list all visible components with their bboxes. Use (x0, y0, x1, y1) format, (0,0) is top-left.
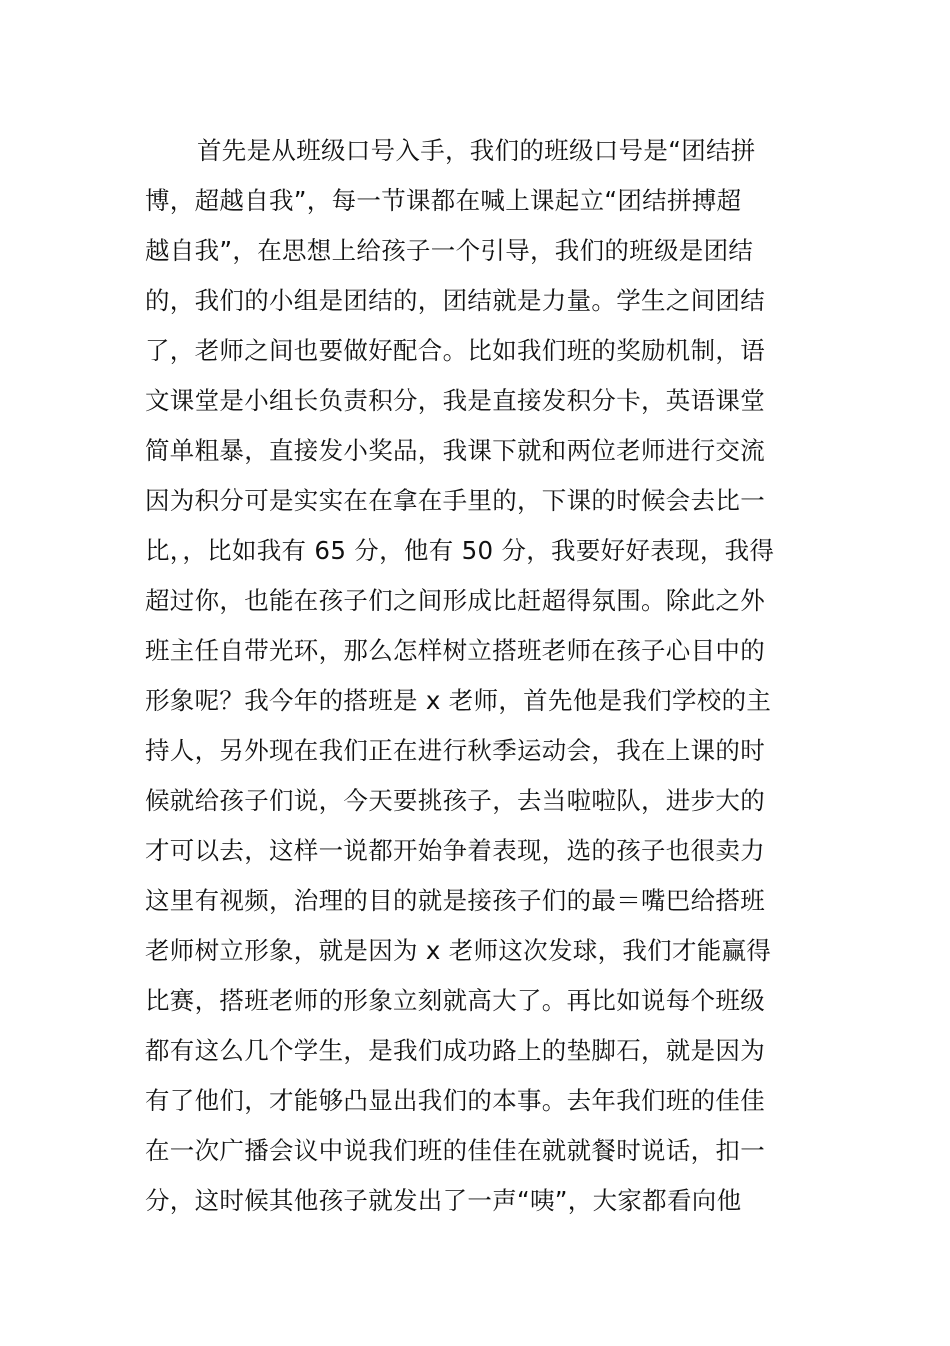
text-line: 有了他们，才能够凸显出我们的本事。去年我们班的佳佳 (145, 1086, 765, 1115)
text-line: 文课堂是小组长负责积分，我是直接发积分卡，英语课堂 (145, 386, 765, 415)
text-line: 简单粗暴，直接发小奖品，我课下就和两位老师进行交流 (145, 436, 765, 465)
text-line: 首先是从班级口号入手，我们的班级口号是“团结拼 (197, 136, 756, 165)
text-line: 候就给孩子们说，今天要挑孩子，去当啦啦队，进步大的 (145, 786, 765, 815)
text-line: 越自我”，在思想上给孩子一个引导，我们的班级是团结 (145, 236, 754, 265)
text-line: 比，，比如我有 65 分，他有 50 分，我要好好表现，我得 (145, 536, 775, 565)
text-line: 都有这么几个学生，是我们成功路上的垫脚石，就是因为 (145, 1036, 765, 1065)
text-line: 老师树立形象，就是因为 x 老师这次发球，我们才能赢得 (145, 936, 772, 965)
text-line: 博，超越自我”，每一节课都在喊上课起立“团结拼搏超 (145, 186, 742, 215)
text-line: 了，老师之间也要做好配合。比如我们班的奖励机制，语 (145, 336, 765, 365)
text-line: 分，这时候其他孩子就发出了一声“咦”，大家都看向他 (145, 1186, 742, 1215)
text-line: 因为积分可是实实在在拿在手里的，下课的时候会去比一 (145, 486, 765, 515)
text-line: 才可以去，这样一说都开始争着表现，选的孩子也很卖力 (145, 836, 765, 865)
text-line: 班主任自带光环，那么怎样树立搭班老师在孩子心目中的 (145, 636, 765, 665)
body-paragraph (145, 126, 815, 1226)
text-line: 持人，另外现在我们正在进行秋季运动会，我在上课的时 (145, 736, 765, 765)
text-line: 超过你，也能在孩子们之间形成比赶超得氛围。除此之外 (145, 586, 765, 615)
text-line: 的，我们的小组是团结的，团结就是力量。学生之间团结 (145, 286, 765, 315)
text-line: 这里有视频，治理的目的就是接孩子们的最＝嘴巴给搭班 (145, 886, 765, 915)
text-line: 在一次广播会议中说我们班的佳佳在就就餐时说话，扣一 (145, 1136, 765, 1165)
text-line: 比赛，搭班老师的形象立刻就高大了。再比如说每个班级 (145, 986, 765, 1015)
text-line: 形象呢？我今年的搭班是 x 老师，首先他是我们学校的主 (145, 686, 772, 715)
